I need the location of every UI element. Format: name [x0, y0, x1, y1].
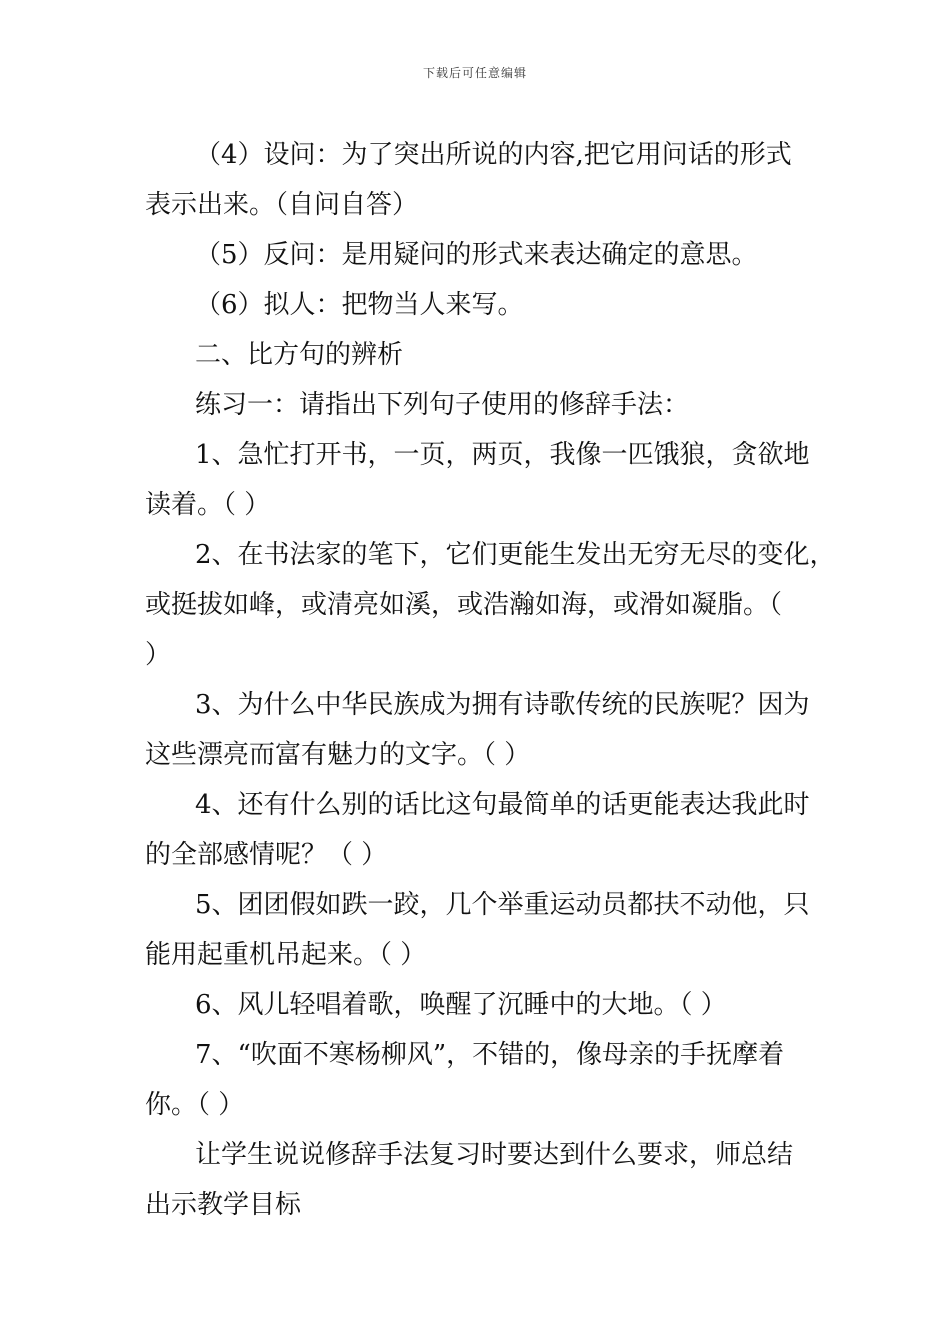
text-line: 读着。（ ） [145, 490, 271, 520]
paragraph-rhetorical-question-definition [145, 130, 810, 230]
text-line: 7、“吹面不寒杨柳风”，不错的，像母亲的手抚摩着 [195, 1040, 785, 1070]
text-line: 或挺拔如峰，或清亮如溪，或浩瀚如海，或滑如凝脂。（ [145, 590, 783, 620]
text-line: 4、还有什么别的话比这句最简单的话更能表达我此时 [195, 790, 810, 820]
text-line: ） [145, 640, 172, 670]
exercise-item-4 [145, 780, 810, 880]
text-line: 你。（ ） [145, 1090, 245, 1120]
text-line: 的全部感情呢？（ ） [145, 840, 388, 870]
exercise-item-6 [145, 980, 810, 1030]
exercise-item-1 [145, 430, 810, 530]
exercise-item-2 [145, 530, 836, 680]
text-line: 让学生说说修辞手法复习时要达到什么要求，师总结 [195, 1140, 794, 1170]
exercise-instruction [145, 380, 810, 430]
exercise-item-3 [145, 680, 810, 780]
text-line: 二、比方句的辨析 [195, 340, 404, 370]
page-header-note: 下载后可任意编辑 [422, 66, 527, 80]
text-line: 练习一：请指出下列句子使用的修辞手法： [195, 390, 690, 420]
text-line: 这些漂亮而富有魅力的文字。（ ） [145, 740, 531, 770]
text-line: 1、急忙打开书，一页，两页，我像一匹饿狼，贪欲地 [195, 440, 810, 470]
text-line: （4）设问：为了突出所说的内容,把它用问话的形式 [195, 140, 792, 170]
text-line: 6、风儿轻唱着歌，唤醒了沉睡中的大地。（ ） [195, 990, 727, 1020]
text-line: 能用起重机吊起来。（ ） [145, 940, 427, 970]
text-line: （5）反问：是用疑问的形式来表达确定的意思。 [195, 240, 758, 270]
text-line: 5、团团假如跌一跤，几个举重运动员都扶不动他，只 [195, 890, 810, 920]
exercise-item-7 [145, 1030, 810, 1130]
paragraph-rhetorical-interrogation-definition [145, 230, 810, 280]
section-heading [145, 330, 810, 380]
exercise-item-5 [145, 880, 810, 980]
text-line: 2、在书法家的笔下，它们更能生发出无穷无尽的变化， [195, 540, 836, 570]
text-line: 3、为什么中华民族成为拥有诗歌传统的民族呢？因为 [195, 690, 810, 720]
document-body [145, 130, 836, 1230]
text-line: 出示教学目标 [145, 1190, 302, 1220]
paragraph-personification-definition [145, 280, 810, 330]
text-line: （6）拟人：把物当人来写。 [195, 290, 524, 320]
closing-paragraph [145, 1130, 810, 1230]
text-line: 表示出来。（自问自答） [145, 190, 419, 220]
